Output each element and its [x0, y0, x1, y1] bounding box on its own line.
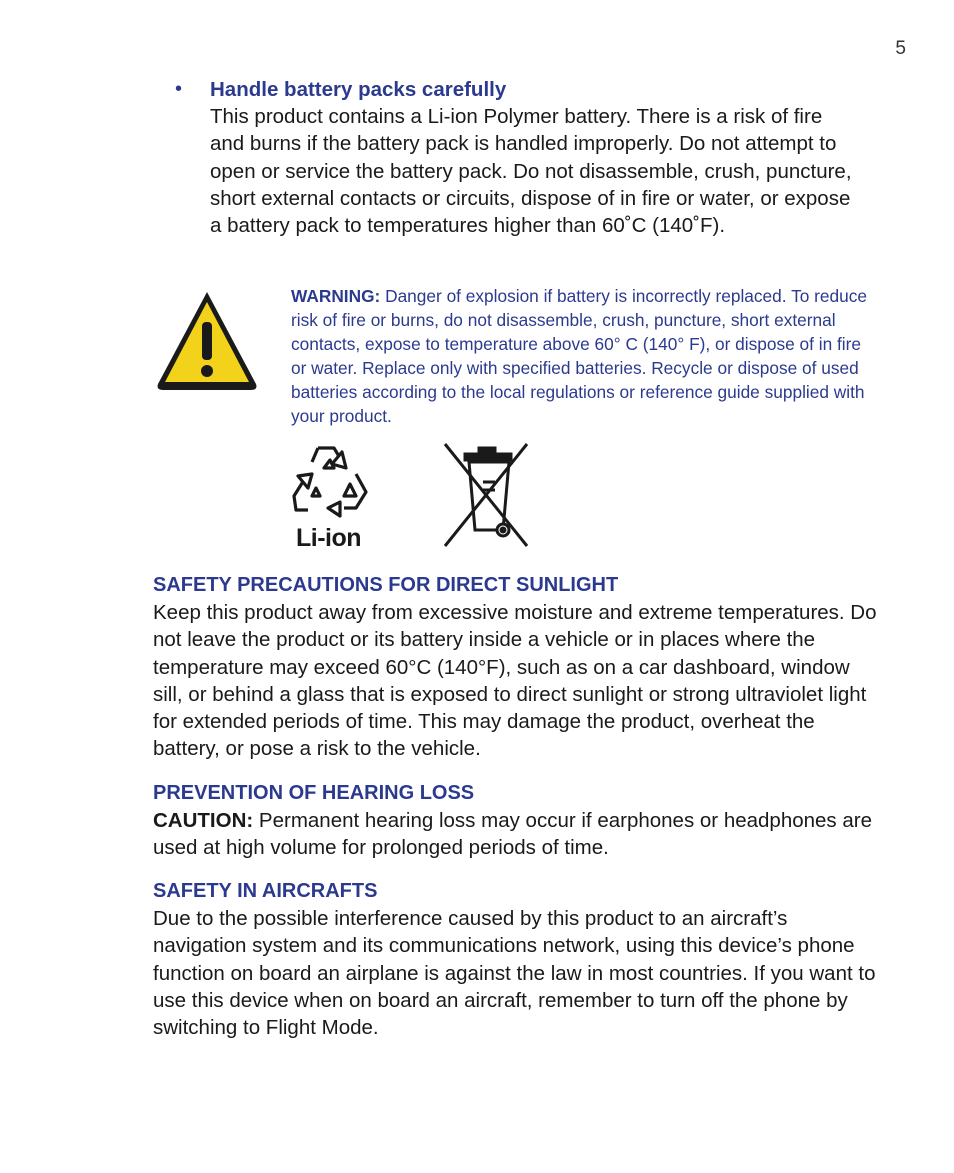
hearing-section [153, 780, 883, 862]
battery-heading: Handle battery packs carefully [210, 78, 507, 101]
recycle-icon [290, 440, 372, 552]
aircraft-section [153, 878, 883, 1041]
battery-body: This product contains a Li-ion Polymer battery. There is a risk of fire and burns if the battery pack is handled improperly. Do not attempt to open or service the battery pack. Do not disassemble, crush, puncture, short external contacts or circuits, dispose of in fire or water, or expose a battery pack to temperatures higher than 60˚C (140˚F). [210, 105, 852, 238]
aircraft-heading: SAFETY IN AIRCRAFTS [153, 880, 378, 902]
warning-notice [291, 284, 881, 429]
crossed-out-bin-icon [443, 442, 529, 550]
sunlight-heading: SAFETY PRECAUTIONS FOR DIRECT SUNLIGHT [153, 574, 619, 596]
hearing-body: Permanent hearing loss may occur if earphones or headphones are used at high volume for prolonged periods of time. [153, 809, 873, 860]
bullet-dot: • [175, 78, 183, 100]
warning-text: Danger of explosion if battery is incorrectly replaced. To reduce risk of fire or burns, do not disassemble, crush, puncture, short external contacts, expose to temperature above 60° C (140° F), or dispose of in fire or water. Replace only with specified batteries. Recycle or dispose of used batteries according to the local regulations or reference guide supplied with your product. [291, 286, 867, 427]
hearing-heading: PREVENTION OF HEARING LOSS [153, 782, 475, 804]
aircraft-body: Due to the possible interference caused by this product to an aircraft’s navigation system and its communications network, using this device’s phone function on board an airplane is against the law in most countries. If you want to use this device when on board an aircraft, remember to turn off the phone by switching to Flight Mode. [153, 907, 876, 1040]
page-number: 5 [895, 38, 906, 59]
warning-label: WARNING: [291, 286, 381, 306]
sunlight-body: Keep this product away from excessive moisture and extreme temperatures. Do not leave the product or its battery inside a vehicle or in places where the temperature may exceed 60°C (140°F), such as on a car dashboard, window sill, or behind a glass that is exposed to direct sunlight or strong ultraviolet light for extended periods of time. This may damage the product, overheat the battery, or pose a risk to the vehicle. [153, 601, 877, 761]
caution-label: CAUTION: [153, 809, 254, 832]
hearing-body-paragraph [153, 807, 883, 862]
li-ion-label: Li-ion [296, 524, 362, 552]
sunlight-section [153, 572, 883, 763]
warning-triangle-icon [154, 288, 260, 394]
